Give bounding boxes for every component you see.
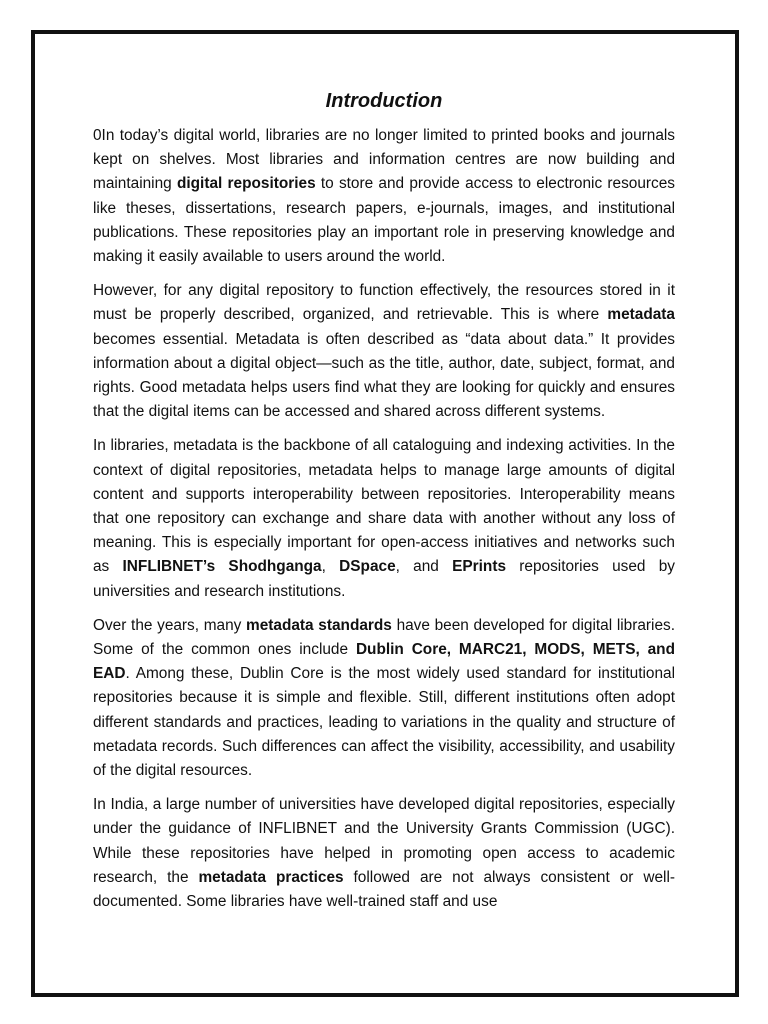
text-segment: Over the years, many (93, 616, 247, 634)
bold-term: Dublin Core, MARC21, MODS, METS, and EAD (93, 641, 675, 683)
bold-term: EPrints (452, 558, 507, 576)
paragraph-3 (93, 434, 675, 603)
bold-term: INFLIBNET’s Shodhganga (122, 558, 322, 576)
text-segment: In India, a large number of universities have developed digital repositories, especially under the guidance of INFLIBNET and the University Grants Commission (UGC). While these repositories have helped in promoting open access to academic research, the (93, 796, 675, 886)
bold-term: metadata standards (246, 616, 392, 634)
text-segment: . Among these, Dublin Core is the most widely used standard for institutional repositories because it is simple and flexible. Still, different institutions often adopt different standards and practices, leading to variations in the quality and structure of metadata records. Such differences can affect the visibility, accessibility, and usability of the digital resources. (93, 665, 675, 780)
paragraph-2 (93, 279, 675, 424)
bold-term: metadata (607, 306, 675, 324)
paragraph-1 (93, 124, 675, 269)
text-segment: repositories used by universities and research institutions. (93, 558, 675, 600)
text-segment: to store and provide access to electronic resources like theses, dissertations, research papers, e-journals, images, and institutional publications. These repositories play an important role in preserving knowledge and making it easily available to users around the world. (93, 175, 675, 266)
text-segment: followed are not always consistent or well-documented. Some libraries have well-trained staff and use (93, 868, 675, 911)
text-segment: , and (395, 558, 453, 576)
document-body (93, 88, 675, 924)
text-segment: 0In today’s digital world, libraries are no longer limited to printed books and journals kept on shelves. Most libraries and information centres are now building and maintaining (93, 127, 675, 193)
paragraph-5 (93, 793, 675, 914)
text-segment: , (321, 558, 340, 576)
page-title: Introduction (325, 90, 443, 112)
bold-term: metadata practices (198, 868, 344, 886)
bold-term: DSpace (339, 558, 396, 576)
text-segment: have been developed for digital libraries. Some of the common ones include (93, 616, 675, 659)
bold-term: digital repositories (176, 175, 316, 193)
text-segment: becomes essential. Metadata is often described as “data about data.” It provides information about a digital object—such as the title, author, date, subject, format, and rights. Good metadata helps users find what they are looking for quickly and ensures that the digital items can be accessed and shared across different systems. (93, 330, 675, 421)
text-segment: However, for any digital repository to function effectively, the resources stored in it must be properly described, organized, and retrievable. This is where (93, 282, 675, 324)
text-segment: In libraries, metadata is the backbone of all cataloguing and indexing activities. In the context of digital repositories, metadata helps to manage large amounts of digital content and supports interoperability between repositories. Interoperability means that one repository can exchange and share data with another without any loss of meaning. This is especially important for open-access initiatives and networks such as (93, 437, 675, 576)
paragraph-4 (93, 614, 675, 783)
